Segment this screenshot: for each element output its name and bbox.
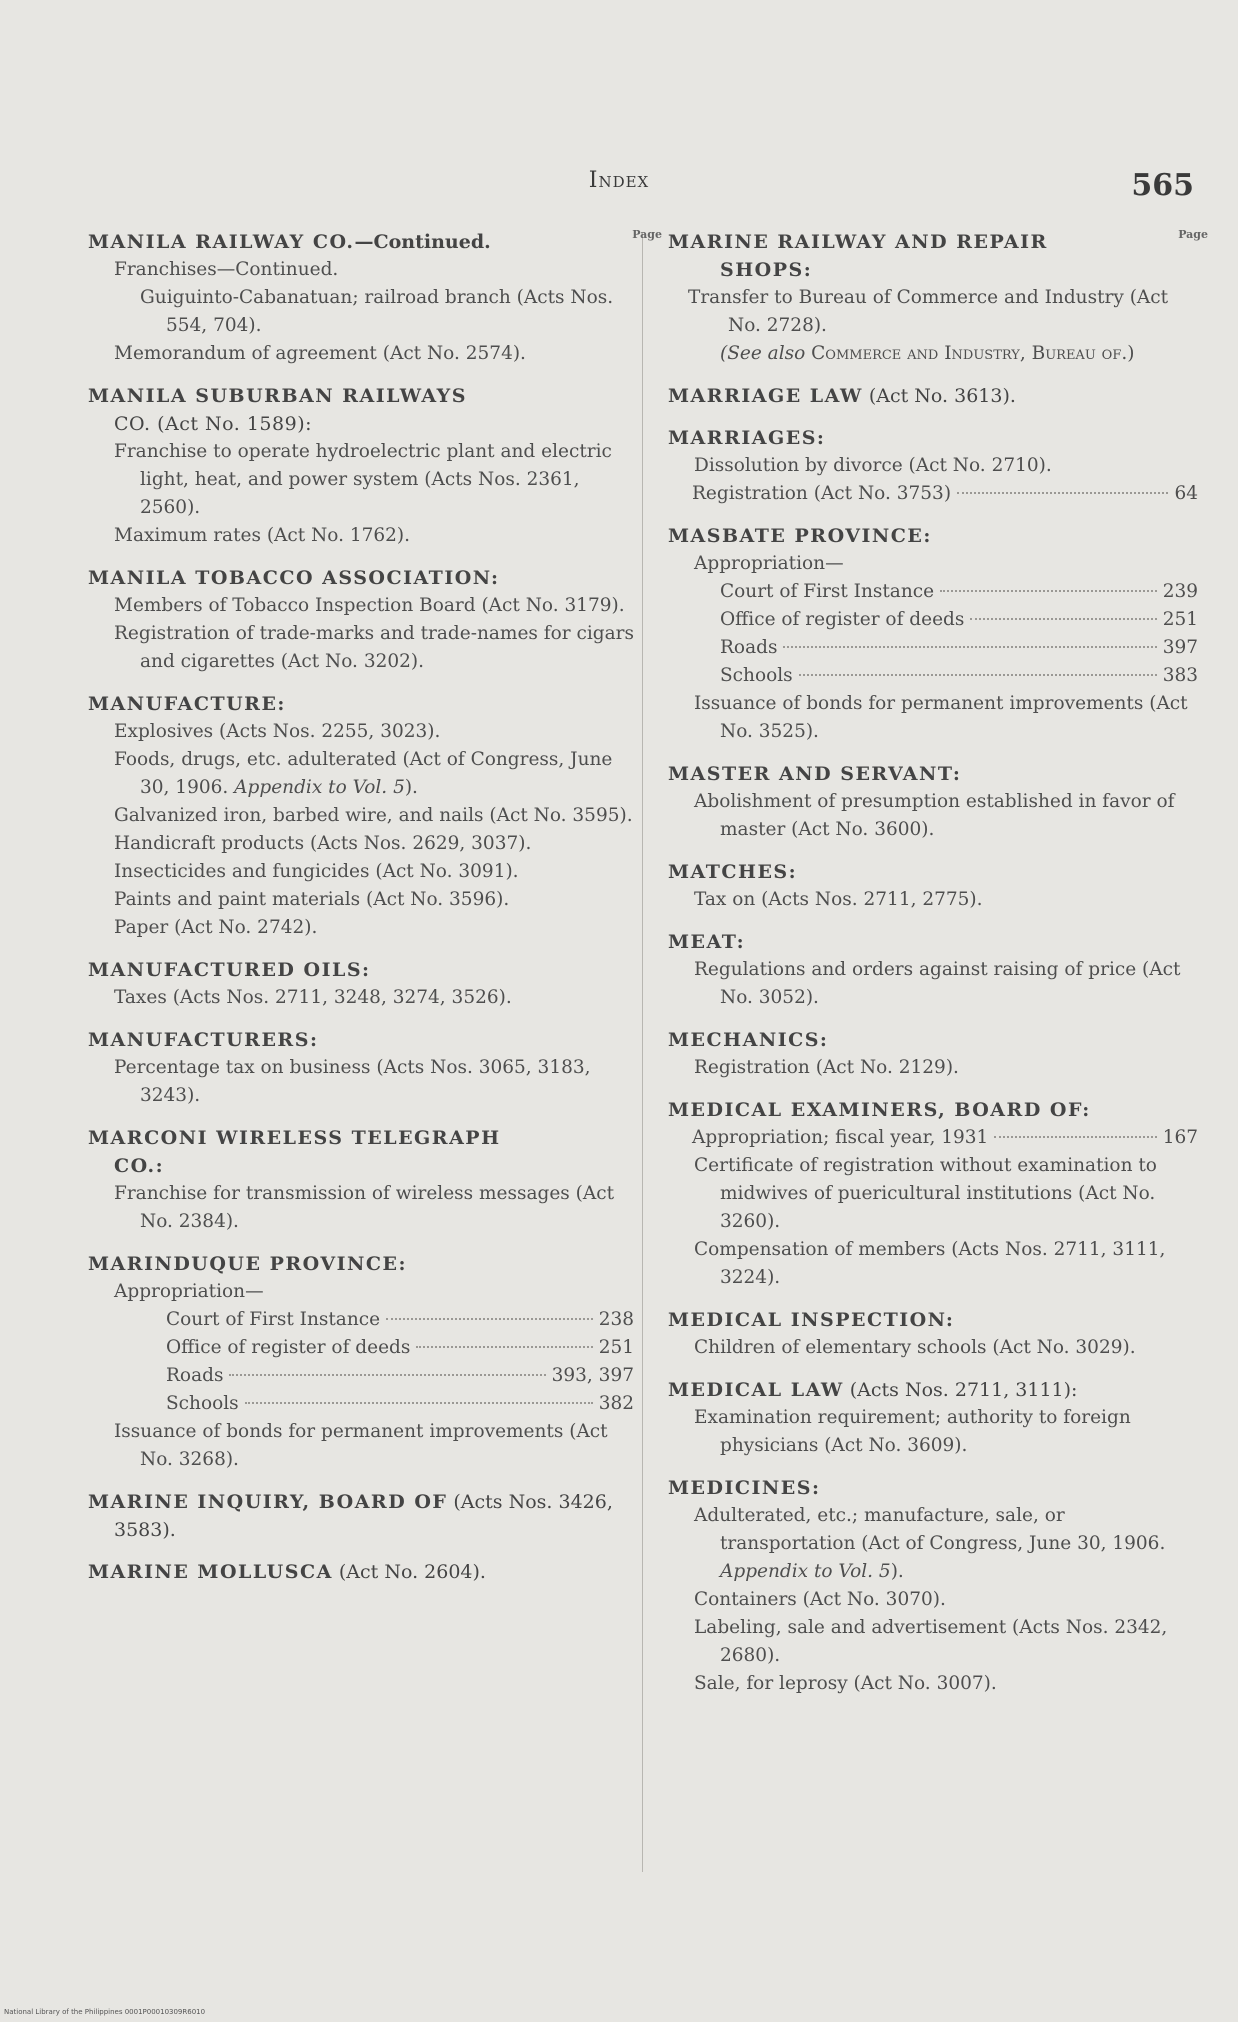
index-entry bbox=[88, 1026, 634, 1110]
page-column-label: Page bbox=[1178, 228, 1208, 241]
entry-heading: MARCONI WIRELESS TELEGRAPH bbox=[88, 1127, 501, 1149]
page-ref-line: Schools 382 bbox=[88, 1390, 634, 1418]
index-entry bbox=[88, 1488, 634, 1544]
sub-entry: Franchise for transmission of wireless messages (Act No. 2384). bbox=[114, 1183, 615, 1232]
entry-heading-continued: CO. (Act No. 1589): bbox=[114, 413, 313, 435]
index-entry bbox=[668, 382, 1198, 410]
sub-entry: Franchises—Continued. bbox=[114, 259, 339, 280]
page-ref-line: Court of First Instance 238 bbox=[88, 1306, 634, 1334]
index-entry bbox=[88, 1558, 634, 1586]
running-title: Index bbox=[588, 168, 650, 193]
page-ref: 397 bbox=[1162, 637, 1198, 658]
entry-heading: MANILA TOBACCO ASSOCIATION: bbox=[88, 567, 500, 589]
index-entry bbox=[668, 760, 1198, 844]
entry-heading: MEAT: bbox=[668, 931, 746, 953]
sub-entry: Explosives (Acts Nos. 2255, 3023). bbox=[114, 721, 441, 742]
sub-entry: Transfer to Bureau of Commerce and Industry (Act No. 2728). bbox=[688, 287, 1169, 336]
sub-entry: Maximum rates (Act No. 1762). bbox=[114, 525, 411, 546]
index-entry bbox=[668, 928, 1198, 1012]
entry-heading-continued: SHOPS: bbox=[720, 259, 813, 281]
entry-heading: MEDICINES: bbox=[668, 1477, 821, 1499]
page-column-label: Page bbox=[632, 228, 662, 241]
index-entry bbox=[668, 424, 1198, 508]
page-ref: 251 bbox=[598, 1337, 634, 1358]
entry-heading: MASBATE PROVINCE: bbox=[668, 525, 932, 547]
sub-entry: Appropriation— bbox=[694, 553, 844, 574]
page-ref-line: Office of register of deeds 251 bbox=[668, 606, 1198, 634]
sub-entry: Registration (Act No. 2129). bbox=[694, 1057, 959, 1078]
entry-heading: MATCHES: bbox=[668, 861, 798, 883]
page-ref: 167 bbox=[1162, 1127, 1198, 1148]
page-ref-line: Roads 397 bbox=[668, 634, 1198, 662]
sub-entry: Franchise to operate hydroelectric plant and electric light, heat, and power system (Acts Nos. 2361, 2560). bbox=[114, 441, 612, 518]
page-ref-line: Schools 383 bbox=[668, 662, 1198, 690]
index-entry bbox=[88, 564, 634, 676]
index-entry bbox=[88, 1250, 634, 1474]
page-ref: 64 bbox=[1174, 483, 1198, 504]
sub-entry: Abolishment of presumption established in favor of master (Act No. 3600). bbox=[694, 791, 1175, 840]
sub-entry: Dissolution by divorce (Act No. 2710). bbox=[694, 455, 1052, 476]
scan-footer: National Library of the Philippines 0001P00010309R6010 bbox=[4, 2008, 206, 2016]
sub-entry: Foods, drugs, etc. adulterated (Act of Congress, June 30, 1906. Appendix to Vol. 5). bbox=[114, 749, 613, 798]
page-ref: 383 bbox=[1162, 665, 1198, 686]
entry-reference: (Acts Nos. 3426, 3583). bbox=[114, 1491, 613, 1541]
sub-sub-entry: Guiguinto-Cabanatuan; railroad branch (Acts Nos. 554, 704). bbox=[140, 287, 614, 336]
sub-entry: Labeling, sale and advertisement (Acts Nos. 2342, 2680). bbox=[694, 1617, 1168, 1666]
sub-entry: Examination requirement; authority to foreign physicians (Act No. 3609). bbox=[694, 1407, 1131, 1456]
index-entry bbox=[668, 1096, 1198, 1292]
index-entry bbox=[668, 1306, 1198, 1362]
index-entry bbox=[668, 858, 1198, 914]
sub-entry: Issuance of bonds for permanent improvements (Act No. 3525). bbox=[694, 693, 1188, 742]
entry-reference: (Acts Nos. 2711, 3111): bbox=[843, 1379, 1078, 1401]
right-column bbox=[668, 228, 1208, 1712]
sub-entry: Appropriation— bbox=[114, 1281, 264, 1302]
index-entry bbox=[668, 228, 1198, 368]
entry-heading: MANILA SUBURBAN RAILWAYS bbox=[88, 385, 467, 407]
index-entry bbox=[88, 382, 634, 550]
index-entry bbox=[88, 228, 634, 368]
sub-entry: Certificate of registration without examination to midwives of puericultural institutions (Act No. 3260). bbox=[694, 1155, 1157, 1232]
entry-heading: MANUFACTURE: bbox=[88, 693, 286, 715]
entry-reference: (Act No. 2604). bbox=[332, 1561, 486, 1583]
sub-entry: Members of Tobacco Inspection Board (Act No. 3179). bbox=[114, 595, 625, 616]
page-number: 565 bbox=[1131, 168, 1194, 203]
page-ref-line: Appropriation; fiscal year, 1931 167 bbox=[668, 1124, 1198, 1152]
page-ref-line: Roads 393, 397 bbox=[88, 1362, 634, 1390]
sub-entry: Paints and paint materials (Act No. 3596). bbox=[114, 889, 510, 910]
sub-entry: Issuance of bonds for permanent improvements (Act No. 3268). bbox=[114, 1421, 608, 1470]
entry-heading: MEDICAL EXAMINERS, BOARD OF: bbox=[668, 1099, 1091, 1121]
page-ref: 382 bbox=[598, 1393, 634, 1414]
see-also-note: (See also Commerce and Industry, Bureau of.) bbox=[720, 343, 1135, 364]
index-entry bbox=[668, 1376, 1198, 1460]
sub-entry: Containers (Act No. 3070). bbox=[694, 1589, 946, 1610]
entry-heading: MANUFACTURED OILS: bbox=[88, 959, 371, 981]
column-divider bbox=[642, 232, 643, 1872]
sub-entry: Registration of trade-marks and trade-names for cigars and cigarettes (Act No. 3202). bbox=[114, 623, 634, 672]
index-entry bbox=[88, 690, 634, 942]
entry-heading: MARRIAGES: bbox=[668, 427, 826, 449]
sub-entry: Taxes (Acts Nos. 2711, 3248, 3274, 3526). bbox=[114, 987, 512, 1008]
left-column bbox=[88, 228, 662, 1600]
entry-heading: MANILA RAILWAY CO. bbox=[88, 231, 355, 253]
continued-label: —Continued. bbox=[354, 231, 491, 253]
sub-entry: Paper (Act No. 2742). bbox=[114, 917, 318, 938]
entry-heading: MASTER AND SERVANT: bbox=[668, 763, 962, 785]
entry-heading: MARRIAGE LAW bbox=[668, 385, 863, 407]
sub-entry: Galvanized iron, barbed wire, and nails (Act No. 3595). bbox=[114, 805, 633, 826]
entry-heading-continued: CO.: bbox=[114, 1155, 165, 1177]
page-ref-line: Office of register of deeds 251 bbox=[88, 1334, 634, 1362]
page-ref-line: Registration (Act No. 3753) 64 bbox=[668, 480, 1198, 508]
page-ref-line: Court of First Instance 239 bbox=[668, 578, 1198, 606]
sub-entry: Insecticides and fungicides (Act No. 3091). bbox=[114, 861, 519, 882]
entry-reference: (Act No. 3613). bbox=[862, 385, 1016, 407]
index-entry bbox=[668, 522, 1198, 746]
sub-entry: Adulterated, etc.; manufacture, sale, or transportation (Act of Congress, June 30, 1906. Appendix to Vol. 5). bbox=[694, 1505, 1166, 1582]
index-entry bbox=[88, 956, 634, 1012]
entry-heading: MEDICAL LAW bbox=[668, 1379, 844, 1401]
entry-heading: MARINDUQUE PROVINCE: bbox=[88, 1253, 407, 1275]
index-entry bbox=[88, 1124, 634, 1236]
entry-heading: MARINE INQUIRY, BOARD OF bbox=[88, 1491, 448, 1513]
page-ref: 238 bbox=[598, 1309, 634, 1330]
sub-entry: Compensation of members (Acts Nos. 2711, 3111, 3224). bbox=[694, 1239, 1166, 1288]
sub-entry: Children of elementary schools (Act No. 3029). bbox=[694, 1337, 1136, 1358]
entry-heading: MANUFACTURERS: bbox=[88, 1029, 319, 1051]
entry-heading: MARINE MOLLUSCA bbox=[88, 1561, 333, 1583]
page-ref: 251 bbox=[1162, 609, 1198, 630]
sub-entry: Handicraft products (Acts Nos. 2629, 3037). bbox=[114, 833, 532, 854]
page-ref: 239 bbox=[1162, 581, 1198, 602]
entry-heading: MEDICAL INSPECTION: bbox=[668, 1309, 955, 1331]
index-entry bbox=[668, 1474, 1198, 1698]
index-entry bbox=[668, 1026, 1198, 1082]
sub-entry: Memorandum of agreement (Act No. 2574). bbox=[114, 343, 526, 364]
entry-heading: MECHANICS: bbox=[668, 1029, 829, 1051]
sub-entry: Sale, for leprosy (Act No. 3007). bbox=[694, 1673, 997, 1694]
entry-heading: MARINE RAILWAY AND REPAIR bbox=[668, 231, 1048, 253]
sub-entry: Percentage tax on business (Acts Nos. 3065, 3183, 3243). bbox=[114, 1057, 591, 1106]
sub-entry: Tax on (Acts Nos. 2711, 2775). bbox=[694, 889, 983, 910]
page-ref: 393, 397 bbox=[551, 1365, 634, 1386]
sub-entry: Regulations and orders against raising of price (Act No. 3052). bbox=[694, 959, 1181, 1008]
